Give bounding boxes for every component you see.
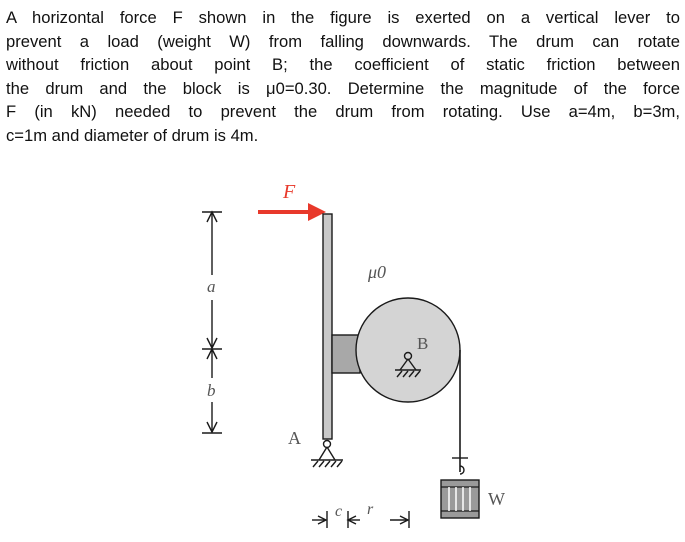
dim-c-label: c (335, 503, 343, 520)
dimension-c-r (312, 511, 409, 528)
dim-b-label: b (207, 381, 216, 400)
weight-label: W (488, 489, 505, 509)
force-arrow (258, 203, 326, 221)
problem-line-1: A horizontal force F shown in the figure is exerted on a vertical lever to (6, 8, 680, 27)
problem-line-4: the drum and the block is μ0=0.30. Determine the magnitude of the force (6, 78, 680, 98)
pivot-a-support (311, 441, 343, 468)
problem-line-3: without friction about point B; the coefficient of static friction between (6, 55, 680, 74)
dim-r-label: r (367, 501, 374, 518)
lever (323, 214, 332, 439)
problem-line-5: F (in kN) needed to prevent the drum from rotating. Use a=4m, b=3m, (6, 102, 680, 121)
drum (356, 298, 460, 402)
mu-label: μ0 (368, 262, 387, 282)
pivot-a-label: A (288, 428, 301, 448)
dim-a-label: a (207, 277, 216, 296)
pivot-b-label: B (417, 334, 429, 353)
weight-block (441, 480, 479, 518)
problem-line-2: prevent a load (weight W) from falling downwards. The drum can rotate (6, 31, 680, 51)
force-label: F (283, 181, 296, 203)
problem-line-6: c=1m and diameter of drum is 4m. (6, 125, 259, 145)
